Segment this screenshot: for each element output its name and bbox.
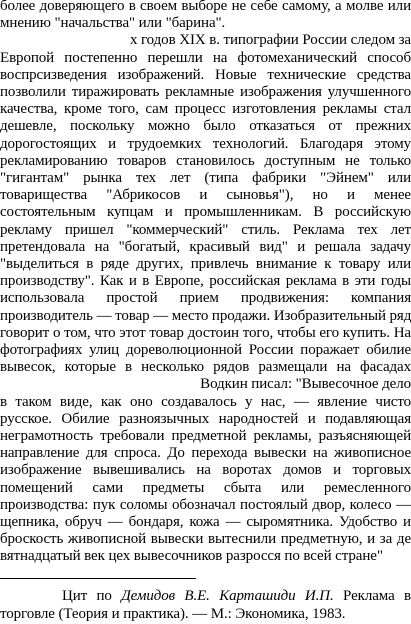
text-line: "гигантам" рынка тех лет (типа фабрики "Эйнем" или [0, 170, 411, 186]
footnote-rest: Реклама в [333, 588, 411, 604]
text-line: "выделиться в ряде других, привлечь внимание к товару или [0, 256, 411, 272]
text-line: помещений сами предметы сбыта или ремесленного [0, 479, 411, 496]
text-line: дешевле, поскольку можно было отказаться от прежних [0, 118, 411, 135]
text-line: производитель — товар — место продажи. Изобразительный ряд [0, 307, 411, 324]
text-line: направление для спроса. До перехода вывески на живописное [0, 445, 411, 462]
text-line: более доверяющего в своем выборе не себе самому, а молве или [0, 0, 411, 14]
text-line: русское. Обилие разноязычных народностей и подавляющая [0, 410, 411, 427]
text-line: состоятельным купцам и промышленникам. В российскую [0, 204, 411, 221]
text-line: броскость живописной вывески вытеснили предметную, и за де [0, 531, 411, 548]
footnote-line-1 [0, 586, 411, 606]
text-line: воспрсизведения изображений. Новые технические средства [0, 66, 411, 83]
footnote-authors: Демидов В.Е. Карташиди И.П. [121, 588, 334, 604]
text-line: вятнадцатый век цех вывесочников разросся по всей стране" [0, 548, 383, 565]
text-line: дорогостоящих и трудоемких технологий. Благодаря этому [0, 135, 411, 152]
footnote-divider [0, 578, 196, 579]
text-line: изображение вывешивались на воротах домов и торговых [0, 462, 411, 479]
text-line: Европой постепенно перешли на фотомеханический способ [0, 49, 411, 66]
text-line: х годов XIX в. типографии России следом за [129, 32, 411, 49]
text-line: щепника, обруч — бондаря, кожа — сыромятника. Удобство и [0, 514, 411, 530]
text-line: производства: пук соломы обозначал постоялый двор, колесо — [0, 496, 411, 513]
text-line: претендовала на "богатый, красивый вид" и решала задачу [0, 238, 411, 255]
text-line: производству". Как и в Европе, российская реклама в эти годы [0, 273, 411, 290]
text-line: рекламу пришел "коммерческий" стиль. Реклама тех лет [0, 221, 411, 238]
footnote-prefix: Цит по [62, 588, 122, 604]
text-line: неграмотность требовали предметной рекламы, разъясняющей [0, 428, 411, 444]
text-line: позволили тиражировать рекламные изображения улучшенного [0, 84, 411, 100]
text-line: вывесок, которые в несколько рядов размещали на фасадах [0, 359, 411, 376]
text-line: использовала простой прием продвижения: компания [0, 290, 411, 307]
text-line: Водкин писал: "Вывесочное дело [200, 376, 411, 393]
footnote-line-2: торговле (Теория и практика). — М.: Экономика, 1983. [0, 606, 346, 622]
text-line: качества, кроме того, сам процесс изготовления рекламы стал [0, 101, 411, 118]
text-line: в таком виде, как оно создавалось у нас, — явление чисто [0, 393, 411, 410]
text-line: мнению "начальства" или "барина". [0, 15, 226, 32]
text-line: фотографиях улиц дореволюционной России поражает обилие [0, 342, 411, 358]
text-line: товарищества "Абрикосов и сыновья"), но и менее [0, 187, 411, 204]
text-line: рекламированию товаров становилось доступным не только [0, 152, 411, 169]
text-line: говорит о том, что этот товар достоин того, чтобы его купить. На [0, 324, 411, 341]
